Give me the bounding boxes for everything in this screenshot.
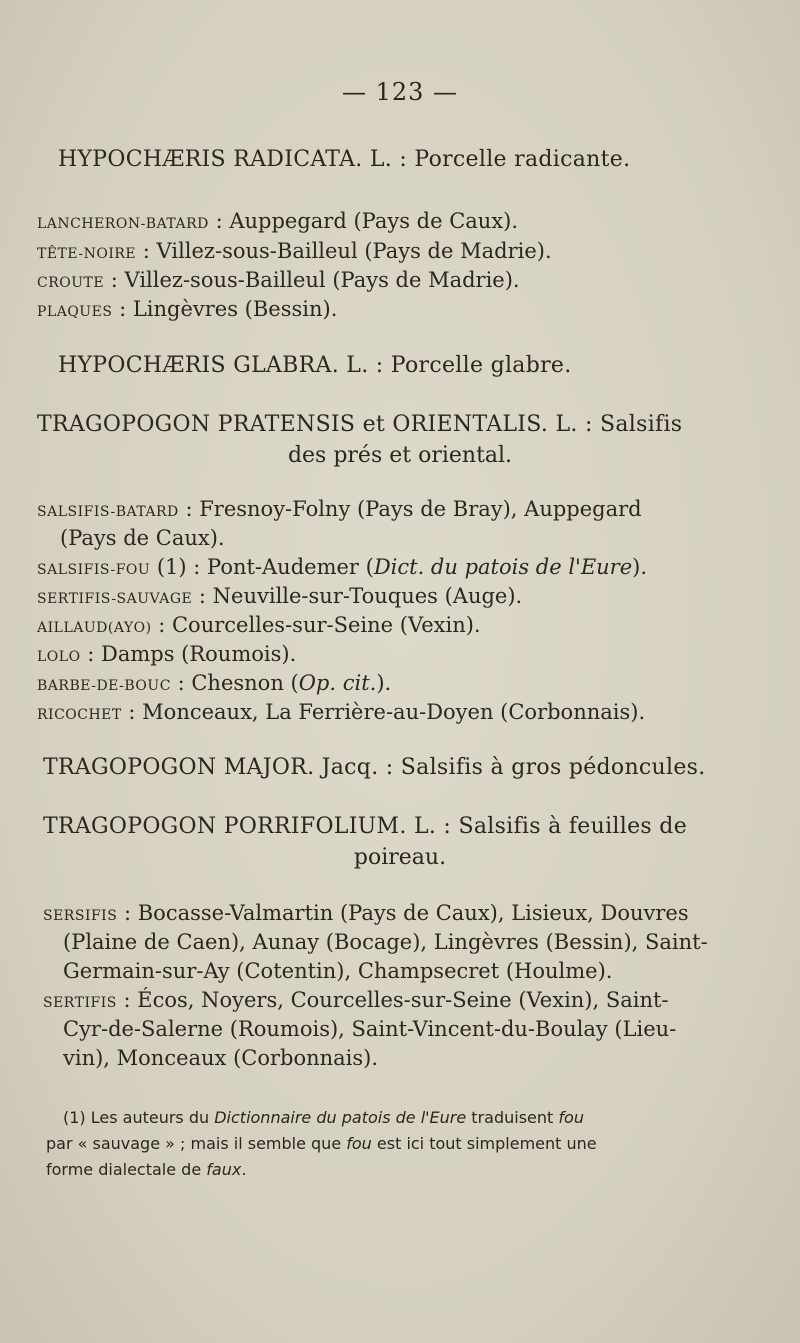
entry-text: : Auppegard (Pays de Caux).: [208, 209, 519, 233]
entry-text: : Monceaux, La Ferrière-au-Doyen (Corbonnais).: [121, 700, 646, 724]
entry-text: : Pont-Audemer (: [186, 555, 374, 579]
entry-text: : Villez-sous-Bailleul (Pays de Madrie).: [104, 268, 520, 292]
entry-sersifis: [43, 901, 689, 925]
footnote-italic: fou: [346, 1134, 372, 1153]
page-number: — 123 —: [341, 78, 459, 106]
entry-salsifis-batard-cont: (Pays de Caux).: [60, 526, 225, 550]
entry-text: : Courcelles-sur-Seine (Vexin).: [151, 613, 481, 637]
entry-croute: [37, 268, 520, 292]
entry-salsifis-fou: [37, 555, 647, 579]
entry-text: : Villez-sous-Bailleul (Pays de Madrie).: [136, 239, 552, 263]
entry-source: Op. cit.: [298, 671, 377, 695]
footnote-text: traduisent: [466, 1108, 559, 1127]
entry-text: : Lingèvres (Bessin).: [112, 297, 338, 321]
entry-text: : Fresnoy-Folny (Pays de Bray), Auppegard: [178, 497, 642, 521]
entry-plaques: [37, 297, 337, 321]
heading-hypochaeris-glabra: HYPOCHÆRIS GLABRA. L. : Porcelle glabre.: [58, 353, 572, 378]
entry-end: ).: [376, 671, 392, 695]
heading-tragopogon-porrifolium-l1: TRAGOPOGON PORRIFOLIUM. L. : Salsifis à feuilles de: [43, 814, 688, 839]
heading-tragopogon-pratensis-l1: TRAGOPOGON PRATENSIS et ORIENTALIS. L. : Salsifis: [37, 412, 683, 437]
heading-tragopogon-porrifolium-l2: poireau.: [353, 845, 447, 870]
entry-aillaud: [37, 613, 481, 637]
entry-sersifis-l3: Germain-sur-Ay (Cotentin), Champsecret (Houlme).: [63, 959, 613, 983]
entry-term: BARBE-DE-BOUC: [37, 678, 171, 694]
entry-end: ).: [632, 555, 648, 579]
footnote-text: forme dialectale de: [46, 1160, 207, 1179]
entry-term: TÊTE-NOIRE: [37, 246, 137, 262]
footnote-italic: Dictionnaire du patois de l'Eure: [214, 1108, 467, 1127]
entry-text: : Damps (Roumois).: [80, 642, 297, 666]
entry-term: SALSIFIS-FOU: [37, 562, 151, 578]
entry-sertifis-l2: Cyr-de-Salerne (Roumois), Saint-Vincent-du-Boulay (Lieu-: [63, 1017, 677, 1041]
entry-term: LANCHERON-BATARD: [37, 216, 209, 232]
entry-term: PLAQUES: [37, 304, 113, 320]
footnote-ref: (1): [150, 555, 187, 579]
heading-tragopogon-major: TRAGOPOGON MAJOR. Jacq. : Salsifis à gros pédoncules.: [43, 755, 706, 780]
entry-text: : Chesnon (: [170, 671, 299, 695]
entry-tete-noire: [37, 239, 552, 263]
entry-text: : Neuville-sur-Touques (Auge).: [192, 584, 523, 608]
footnote-text: est ici tout simplement une: [371, 1134, 597, 1153]
footnote-line-1: [63, 1108, 584, 1127]
entry-salsifis-batard: [37, 497, 642, 521]
entry-term: SERTIFIS: [43, 995, 117, 1011]
entry-text: : Écos, Noyers, Courcelles-sur-Seine (Vexin), Saint-: [116, 988, 669, 1012]
entry-ricochet: [37, 700, 645, 724]
footnote-text: .: [241, 1160, 247, 1179]
footnote-text: par « sauvage » ; mais il semble que: [46, 1134, 347, 1153]
entry-source: Dict. du patois de l'Eure: [373, 555, 633, 579]
footnote-italic: fou: [558, 1108, 584, 1127]
entry-barbe-de-bouc: [37, 671, 391, 695]
footnote-italic: faux: [206, 1160, 242, 1179]
entry-term: CROUTE: [37, 275, 105, 291]
entry-sertifis-l3: vin), Monceaux (Corbonnais).: [63, 1046, 379, 1070]
entry-sertifis: [43, 988, 669, 1012]
heading-hypochaeris-radicata: HYPOCHÆRIS RADICATA. L. : Porcelle radicante.: [58, 147, 631, 172]
entry-term: SERSIFIS: [43, 908, 118, 924]
entry-lolo: [37, 642, 296, 666]
entry-sertifis-sauvage: [37, 584, 522, 608]
entry-term: SERTIFIS-SAUVAGE: [37, 591, 193, 607]
entry-sersifis-l2: (Plaine de Caen), Aunay (Bocage), Lingèvres (Bessin), Saint-: [63, 930, 708, 954]
entry-term: LOLO: [37, 649, 81, 665]
entry-lancheron-batard: [37, 209, 518, 233]
footnote-line-2: [46, 1134, 597, 1153]
entry-text: : Bocasse-Valmartin (Pays de Caux), Lisieux, Douvres: [117, 901, 689, 925]
footnote-line-3: [46, 1160, 246, 1179]
heading-tragopogon-pratensis-l2: des prés et oriental.: [287, 443, 513, 468]
entry-term: AILLAUD(AYO): [37, 620, 152, 636]
entry-term: RICOCHET: [37, 707, 122, 723]
entry-term: SALSIFIS-BATARD: [37, 504, 179, 520]
footnote-text: (1) Les auteurs du: [63, 1108, 215, 1127]
